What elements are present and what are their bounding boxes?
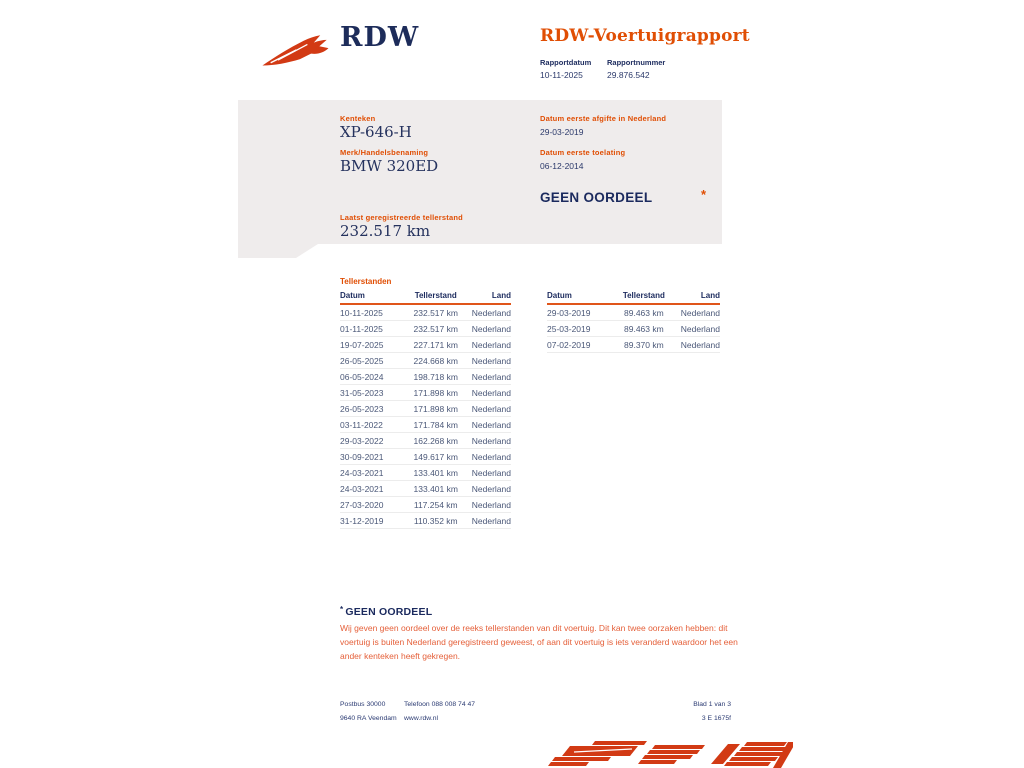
footnote-title-text: GEEN OORDEEL [345, 606, 433, 618]
datum-header: Datum [340, 289, 405, 304]
report-number-value: 29.876.542 [607, 70, 650, 80]
datum-cell: 01-11-2025 [340, 321, 405, 337]
land-cell: Nederland [467, 304, 511, 321]
land-cell: Nederland [467, 481, 511, 497]
footnote-title [340, 605, 432, 618]
tellerstanden-section-title: Tellerstanden [340, 277, 392, 286]
oordeel-asterisk-marker: * [701, 187, 707, 202]
datum-cell: 30-09-2021 [340, 449, 405, 465]
tellerstand-header: Tellerstand [613, 289, 675, 304]
datum-cell: 25-03-2019 [547, 321, 613, 337]
tellerstand-cell: 227.171 km [405, 337, 467, 353]
table-header [340, 289, 511, 304]
footer-address-line2: 9640 RA Veendam [340, 715, 397, 722]
eerste-toelating-label: Datum eerste toelating [540, 148, 626, 157]
tellerstand-row [340, 321, 511, 337]
tellerstand-row [340, 401, 511, 417]
tellerstand-cell: 171.784 km [405, 417, 467, 433]
tellerstand-row [340, 513, 511, 529]
land-cell: Nederland [467, 321, 511, 337]
tellerstand-cell: 232.517 km [405, 321, 467, 337]
tellerstand-cell: 232.517 km [405, 304, 467, 321]
vehicle-summary-panel [238, 100, 722, 258]
land-cell: Nederland [467, 417, 511, 433]
kenteken-value: XP-646-H [340, 123, 412, 141]
datum-header: Datum [547, 289, 613, 304]
tellerstand-cell: 110.352 km [405, 513, 467, 529]
land-cell: Nederland [467, 449, 511, 465]
footer-address-line1: Postbus 30000 [340, 701, 386, 708]
datum-cell: 07-02-2019 [547, 337, 613, 353]
land-cell: Nederland [467, 369, 511, 385]
tellerstand-cell: 133.401 km [405, 481, 467, 497]
land-cell: Nederland [467, 433, 511, 449]
datum-cell: 06-05-2024 [340, 369, 405, 385]
datum-cell: 26-05-2025 [340, 353, 405, 369]
datum-cell: 26-05-2023 [340, 401, 405, 417]
footer-page-indicator: Blad 1 van 3 [693, 701, 731, 708]
footer-website: www.rdw.nl [404, 715, 438, 722]
tellerstand-cell: 198.718 km [405, 369, 467, 385]
rdw-wing-icon [256, 26, 334, 72]
land-cell: Nederland [675, 321, 720, 337]
datum-cell: 31-05-2023 [340, 385, 405, 401]
merk-handelsbenaming-label: Merk/Handelsbenaming [340, 148, 429, 157]
tellerstand-cell: 89.370 km [613, 337, 675, 353]
laatste-tellerstand-label: Laatst geregistreerde tellerstand [340, 213, 463, 222]
datum-cell: 10-11-2025 [340, 304, 405, 321]
tellerstand-cell: 171.898 km [405, 401, 467, 417]
eerste-afgifte-label: Datum eerste afgifte in Nederland [540, 114, 667, 123]
land-cell: Nederland [467, 497, 511, 513]
datum-cell: 24-03-2021 [340, 465, 405, 481]
tellerstand-cell: 89.463 km [613, 321, 675, 337]
oordeel-status: GEEN OORDEEL [540, 190, 653, 205]
laatste-tellerstand-value: 232.517 km [340, 222, 431, 240]
kenteken-label: Kenteken [340, 114, 376, 123]
tellerstanden-table-left [340, 289, 511, 529]
land-cell: Nederland [467, 353, 511, 369]
footer-form-code: 3 E 1675f [701, 715, 731, 722]
land-cell: Nederland [675, 337, 720, 353]
footnote-body: Wij geven geen oordeel over de reeks tellerstanden van dit voertuig. Dit kan twee oorzaken hebben: dit voertuig is buiten Nederland geregistreerd geweest, of aan dit voertuig is iets veranderd waardoor het een ander kenteken heeft gekregen. [340, 623, 738, 661]
land-cell: Nederland [467, 337, 511, 353]
tellerstand-cell: 117.254 km [405, 497, 467, 513]
tellerstand-row [547, 321, 720, 337]
land-header: Land [675, 289, 720, 304]
rdw-logo-wordmark: RDW [340, 22, 420, 53]
tellerstand-row [340, 353, 511, 369]
tellerstand-row [340, 304, 511, 321]
land-cell: Nederland [467, 401, 511, 417]
tellerstanden-table-right [547, 289, 720, 353]
land-cell: Nederland [467, 513, 511, 529]
tellerstand-row [340, 337, 511, 353]
tellerstand-cell: 133.401 km [405, 465, 467, 481]
land-header: Land [467, 289, 511, 304]
tellerstand-row [340, 369, 511, 385]
tellerstand-row [340, 417, 511, 433]
tellerstand-cell: 171.898 km [405, 385, 467, 401]
report-date-value: 10-11-2025 [540, 70, 583, 80]
datum-cell: 19-07-2025 [340, 337, 405, 353]
datum-cell: 24-03-2021 [340, 481, 405, 497]
datum-cell: 03-11-2022 [340, 417, 405, 433]
datum-cell: 31-12-2019 [340, 513, 405, 529]
table-header [547, 289, 720, 304]
merk-handelsbenaming-value: BMW 320ED [340, 157, 439, 175]
tellerstand-cell: 89.463 km [613, 304, 675, 321]
tellerstand-row [340, 433, 511, 449]
tellerstand-cell: 162.268 km [405, 433, 467, 449]
tellerstand-row [547, 304, 720, 321]
tellerstand-row [340, 481, 511, 497]
land-cell: Nederland [675, 304, 720, 321]
eerste-toelating-value: 06-12-2014 [540, 161, 584, 171]
tellerstand-row [340, 465, 511, 481]
land-cell: Nederland [467, 465, 511, 481]
tellerstand-row [547, 337, 720, 353]
tellerstand-row [340, 497, 511, 513]
datum-cell: 27-03-2020 [340, 497, 405, 513]
tellerstand-row [340, 385, 511, 401]
report-number-label: Rapportnummer [607, 58, 666, 67]
tellerstand-header: Tellerstand [405, 289, 467, 304]
land-cell: Nederland [467, 385, 511, 401]
page-title: RDW-Voertuigrapport [540, 26, 750, 46]
footnote-asterisk-marker: * [340, 605, 344, 614]
tellerstand-cell: 149.617 km [405, 449, 467, 465]
footer-phone: Telefoon 088 008 74 47 [404, 701, 476, 708]
rdw-stripes-decoration-icon [548, 737, 793, 768]
tellerstand-cell: 224.668 km [405, 353, 467, 369]
datum-cell: 29-03-2022 [340, 433, 405, 449]
tellerstand-row [340, 449, 511, 465]
datum-cell: 29-03-2019 [547, 304, 613, 321]
report-date-label: Rapportdatum [540, 58, 592, 67]
eerste-afgifte-value: 29-03-2019 [540, 127, 584, 137]
